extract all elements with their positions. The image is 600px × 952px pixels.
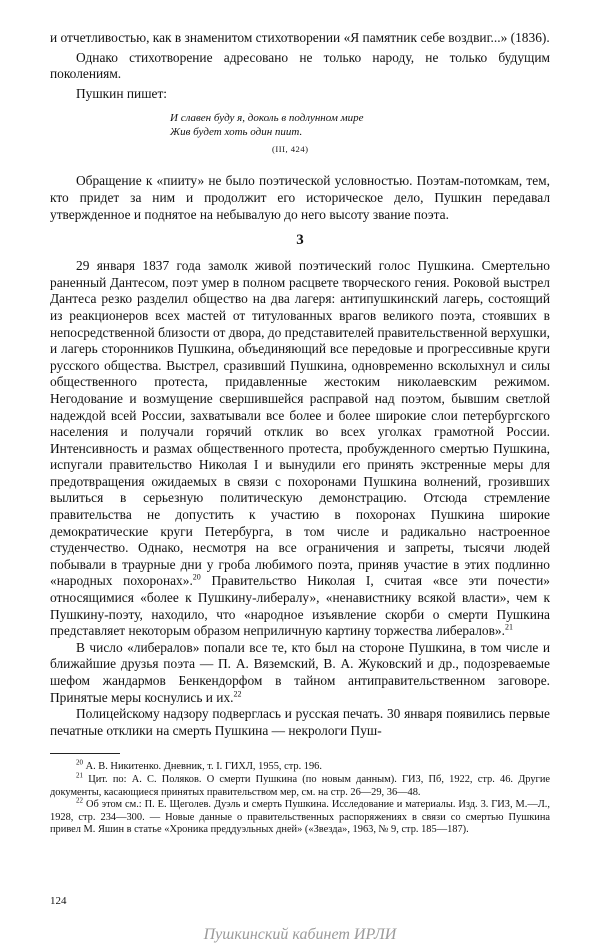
paragraph-5-continued: Правительство Николая I, считая «все эти почести» относящимися «более к Пушкину-либералу», «ненавистнику всякой власти», чем к Пушкину-поэту, находило, что «народное изъявление скорби о смерти Пушкина представляет некоторым образом неприличную картину торжества либералов». (50, 573, 550, 639)
watermark: Пушкинский кабинет ИРЛИ (203, 926, 397, 943)
paragraph-4: Обращение к «пииту» не было поэтической условностью. Поэтам-потомкам, тем, кто придет за ним и продолжит его историческое дело, Пушкин передавал утвержденное и поднятое на небывалую до него высоту звание поэта. (50, 173, 550, 222)
section-number: 3 (296, 232, 304, 249)
footnote-text: Об этом см.: П. Е. Щеголев. Дуэль и смерть Пушкина. Исследование и материалы. Изд. 3. ГИЗ, М.—Л., 1928, стр. 234—300. — Новые данные о правительственных распоряжениях в связи со смертью Пушкина привел М. Яшин в статье «Хроника преддуэльных дней» («Звезда», 1963, № 9, стр. 185—187). (50, 799, 550, 836)
poem-line-2: Жив будет хоть один пиит. (170, 125, 303, 138)
footnote-21 (50, 771, 550, 799)
poem-line-1: И славен буду я, доколь в подлунном мире (170, 112, 364, 125)
paragraph-6 (50, 640, 550, 706)
paragraph-2: Однако стихотворение адресовано не только народу, не только будущим поколениям. (50, 49, 550, 82)
footnote-number: 22 (76, 796, 83, 805)
footnote-22 (50, 796, 550, 837)
footnote-ref-22[interactable]: 22 (233, 689, 242, 699)
paragraph-6-text: В число «либералов» попали все те, кто был на стороне Пушкина, в том числе и ближайшие друзья поэта — П. А. Вяземский, В. А. Жуковский и др., подозреваемые шефом жандармов Бенкендорфом в тайном антиправительственном заговоре. Принятые меры коснулись и их. (50, 639, 550, 705)
footnote-text: А. В. Никитенко. Дневник, т. I. ГИХЛ, 1955, стр. 196. (85, 761, 322, 773)
paragraph-7: Полицейскому надзору подверглась и русская печать. 30 января появились первые печатные отклики на смерть Пушкина — некрологи Пуш- (50, 706, 550, 738)
paragraph-5-text: 29 января 1837 года замолк живой поэтический голос Пушкина. Смертельно раненный Дантесом, поэт умер в полном расцвете творческого гения. Роковой выстрел Дантеса резко разделил общество на два лагеря: антипушкинский лагерь, состоящий из реакционеров всех мастей от титулованных врагов великого поэта, стоявших в непосредственной близости от двора, до представителей правительственной верхушки, и лагерь сторонников Пушкина, объединяющий все передовые и прогрессивные круги русского общества. Выстрел, сразивший Пушкина, одновременно всколыхнул и силы общественного протеста, придавленные жестоким николаевским режимом. Негодование и возмущение свершившейся расправой над поэтом, бывшим светлой надеждой всей России, захватывали все более и более широкие слои петербургского населения и получали горячий отклик во всех уголках грамотной России. Интенсивность и размах общественного протеста, пробужденного смертью Пушкина, испугали правительство Николая I и вынудили его принять экстренные меры для предотвращения ожидаемых в связи с похоронами Пушкина волнений, грозивших вылиться в серьезную политическую демонстрацию. Отсюда стремление правительства не допустить к участию в похоронах Пушкина широкие демократические круги Петербурга, в том числе и радикально настроенное студенчество. Однако, несмотря на все ограничения и запреты, тысячи людей побывали в траурные дни у гроба любимого поэта, приняв участие в этих подлинно «народных похоронах». (50, 258, 550, 589)
page-content (50, 30, 550, 837)
page-number: 124 (50, 895, 67, 907)
footnote-20 (50, 758, 550, 774)
paragraph-1: и отчетливостью, как в знаменитом стихотворении «Я памятник себе воздвиг...» (1836). (50, 30, 550, 45)
paragraph-5 (50, 258, 550, 640)
poem-reference: (III, 424) (272, 144, 309, 155)
footnote-number: 21 (76, 771, 83, 780)
footnote-ref-21[interactable]: 21 (504, 622, 513, 632)
footnote-ref-20[interactable]: 20 (192, 572, 201, 582)
footnote-text: Цит. по: А. С. Поляков. О смерти Пушкина (по новым данным). ГИЗ, Пб, 1922, стр. 46. Другие документы, касающиеся принятых правительством мер, см. на стр. 26—29, 36—48. (50, 773, 550, 798)
footnote-number: 20 (76, 758, 83, 767)
footnote-divider (50, 753, 120, 754)
poem-quote (170, 112, 550, 155)
paragraph-3: Пушкин пишет: (76, 85, 168, 101)
